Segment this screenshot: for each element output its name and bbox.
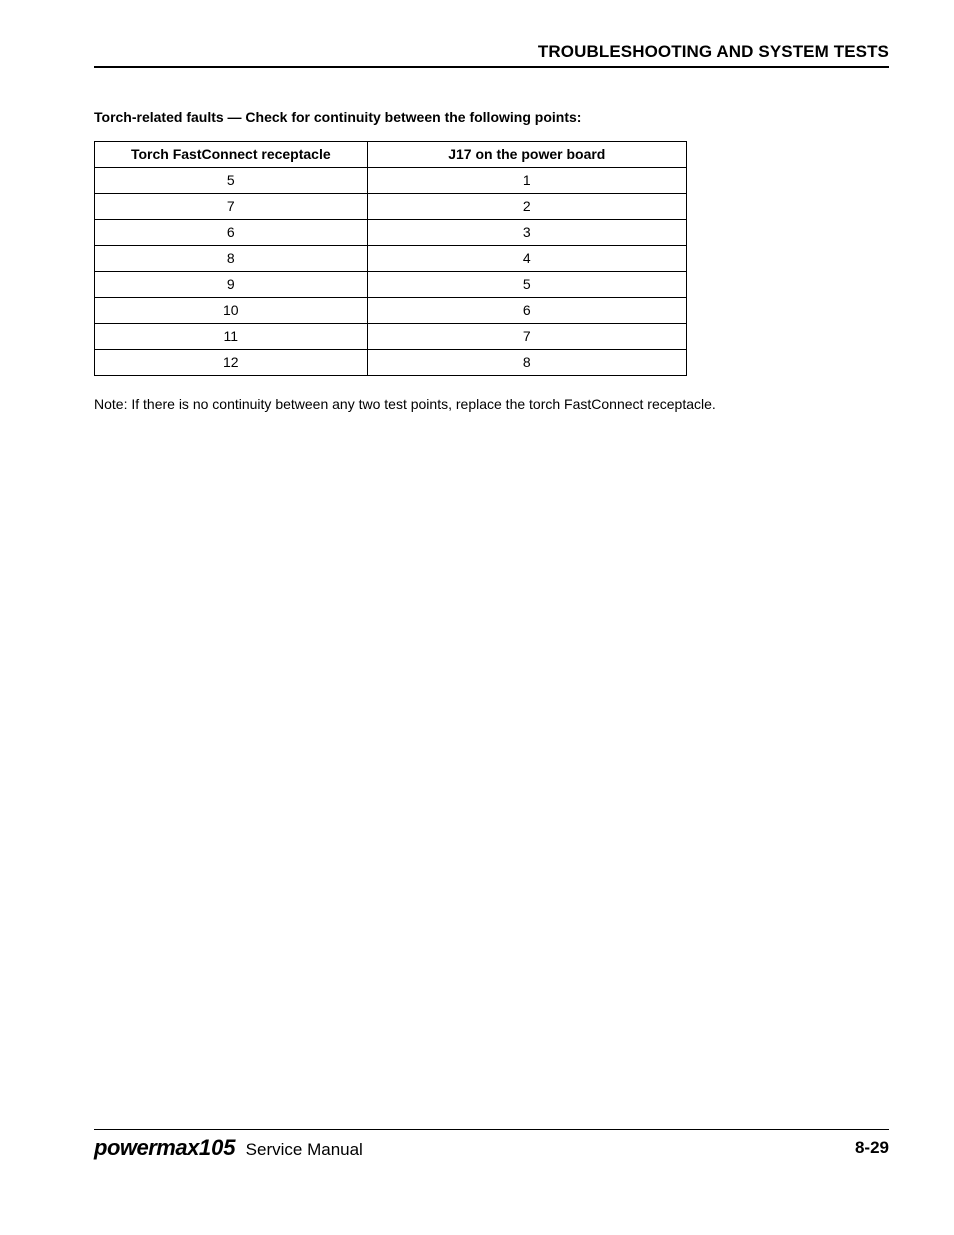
- receptacle-pin-cell: 12: [95, 350, 368, 376]
- page-number: 8-29: [854, 1138, 889, 1157]
- j17-pin-cell: 4: [367, 246, 686, 272]
- receptacle-pin-cell: 6: [95, 220, 368, 246]
- j17-pin-cell: 5: [367, 272, 686, 298]
- receptacle-pin-cell: 10: [95, 298, 368, 324]
- table-row: [95, 350, 687, 376]
- receptacle-pin-cell: 5: [95, 168, 368, 194]
- j17-pin-cell: 6: [367, 298, 686, 324]
- page-header: [94, 42, 889, 68]
- table-row: [95, 220, 687, 246]
- j17-pin-cell: 7: [367, 324, 686, 350]
- receptacle-pin-cell: 7: [95, 194, 368, 220]
- table-header-row: [95, 142, 687, 168]
- brand: [94, 1135, 363, 1161]
- receptacle-pin-cell: 8: [95, 246, 368, 272]
- table-row: [95, 298, 687, 324]
- brand-name: powermax: [94, 1135, 199, 1160]
- receptacle-pin-cell: 11: [95, 324, 368, 350]
- j17-pin-cell: 1: [367, 168, 686, 194]
- page-footer: [94, 1129, 889, 1164]
- receptacle-pin-cell: 9: [95, 272, 368, 298]
- table-row: [95, 168, 687, 194]
- table-row: [95, 324, 687, 350]
- continuity-table: [94, 141, 687, 376]
- column-header-j17: J17 on the power board: [367, 142, 686, 168]
- table-row: [95, 272, 687, 298]
- table-row: [95, 194, 687, 220]
- column-header-receptacle: Torch FastConnect receptacle: [95, 142, 368, 168]
- manual-label: Service Manual: [245, 1140, 363, 1159]
- note-text: Note: If there is no continuity between any two test points, replace the torch FastConnect receptacle.: [94, 396, 716, 412]
- header-title: TROUBLESHOOTING AND SYSTEM TESTS: [537, 42, 889, 61]
- j17-pin-cell: 2: [367, 194, 686, 220]
- brand-model: 105: [198, 1135, 236, 1160]
- j17-pin-cell: 3: [367, 220, 686, 246]
- section-heading: Torch-related faults — Check for continuity between the following points:: [94, 109, 582, 125]
- j17-pin-cell: 8: [367, 350, 686, 376]
- table-row: [95, 246, 687, 272]
